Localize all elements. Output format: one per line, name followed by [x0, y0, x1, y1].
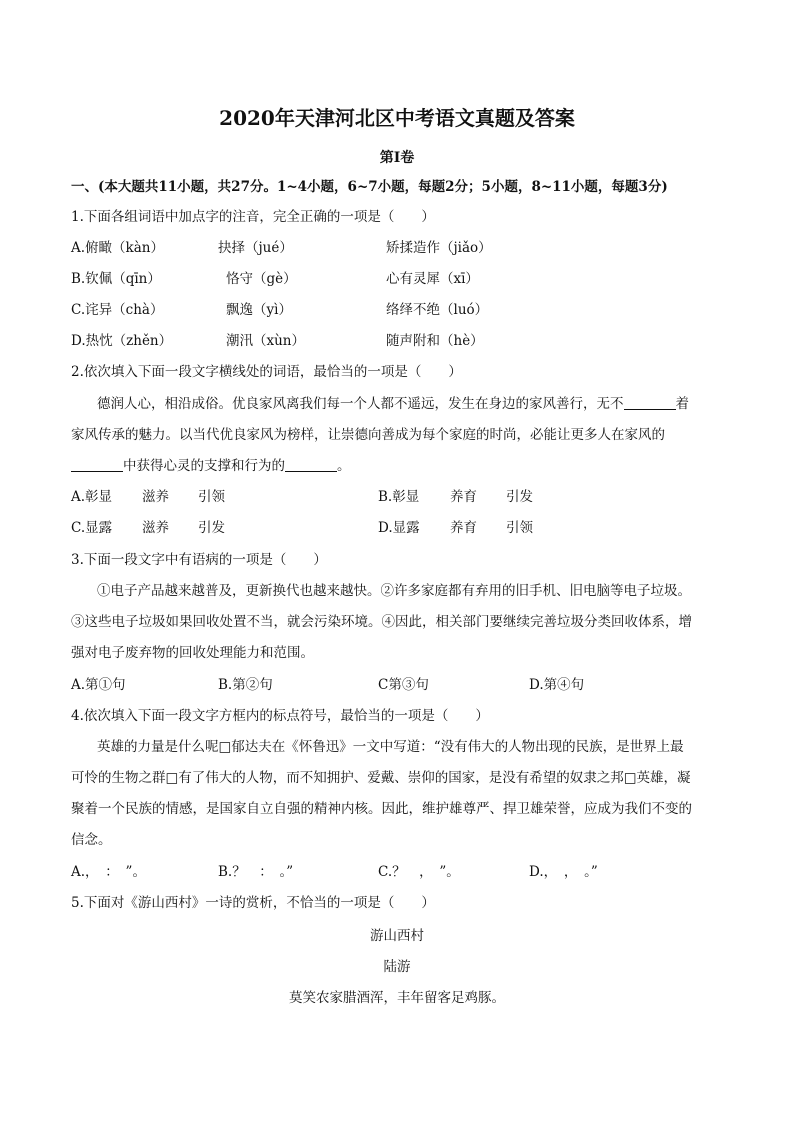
q4-stem: 4.依次填入下面一段文字方框内的标点符号，最恰当的一项是（ ）: [71, 708, 489, 724]
q4-option-d: D.， ， 。”: [529, 864, 598, 880]
q2-option-c-word2: 滋养: [142, 520, 169, 536]
q3-passage-line3: 强对电子废弃物的回收处理能力和范围。: [71, 645, 314, 661]
q2-blank-1: [624, 395, 676, 410]
q4-passage-line1: 英雄的力量是什么呢□郁达夫在《怀鲁迅》一文中写道：“没有伟大的人物出现的民族，是世界上最: [97, 739, 684, 755]
q2-option-a: A.彰显: [71, 489, 113, 505]
q2-option-c: C.显露: [71, 520, 113, 536]
q2-option-b-word3: 引发: [506, 489, 533, 505]
q1-option-d: D.热忱（zhěn）: [71, 333, 173, 349]
q5-stem: 5.下面对《游山西村》一诗的赏析，不恰当的一项是（ ）: [71, 895, 435, 911]
q1-option-a-word3: 矫揉造作（jiǎo）: [386, 240, 492, 256]
q1-option-c-word2: 飘逸（yì）: [226, 302, 292, 318]
q2-stem: 2.依次填入下面一段文字横线处的词语，最恰当的一项是（ ）: [71, 364, 462, 380]
q2-option-d: D.显露: [378, 520, 420, 536]
q2-option-c-word3: 引发: [198, 520, 225, 536]
q3-passage-line1: ①电子产品越来越普及，更新换代也越来越快。②许多家庭都有弃用的旧手机、旧电脑等电子垃圾。: [97, 583, 691, 599]
q4-passage-line2: 可怜的生物之群□有了伟大的人物，而不知拥护、爱戴、崇仰的国家，是没有希望的奴隶之邦□英雄，凝: [71, 770, 691, 786]
q1-option-a: A.俯瞰（kàn）: [71, 240, 164, 256]
q4-passage-line4: 信念。: [71, 832, 112, 848]
q1-option-b-word2: 恪守（gè）: [226, 271, 297, 287]
q2-passage-line2: 家风传承的魅力。以当代优良家风为榜样，让崇德向善成为每个家庭的时尚，必能让更多人在家风的: [71, 427, 665, 443]
q2-blank-3: [285, 457, 337, 472]
q2-blank-2: [71, 457, 123, 472]
q3-option-d: D.第④句: [529, 677, 585, 693]
q1-option-d-word3: 随声附和（hè）: [386, 333, 484, 349]
q4-option-a: A.， ： ”。: [71, 864, 146, 880]
page-title: 2020年天津河北区中考语文真题及答案: [219, 106, 575, 130]
poem-author: 陆游: [383, 959, 411, 975]
poem-title: 游山西村: [370, 928, 424, 944]
q1-option-d-word2: 潮汛（xùn）: [226, 333, 306, 349]
q1-stem: 1.下面各组词语中加点字的注音，完全正确的一项是（ ）: [71, 209, 435, 225]
q2-option-b: B.彰显: [378, 489, 420, 505]
q3-option-a: A.第①句: [71, 677, 126, 693]
q2-option-d-word3: 引领: [506, 520, 533, 536]
q2-option-a-word2: 滋养: [142, 489, 169, 505]
q1-option-a-word2: 抉择（jué）: [218, 240, 293, 256]
volume-label: 第Ⅰ卷: [379, 150, 415, 166]
section-header: 一、(本大题共11小题，共27分。1~4小题，6~7小题，每题2分；5小题，8~11小题，每题3分): [71, 179, 668, 195]
q4-option-b: B.？ ： 。”: [218, 864, 294, 880]
q1-option-b: B.钦佩（qīn）: [71, 271, 161, 287]
q2-passage-line3: 中获得心灵的支撑和行为的 。: [71, 457, 351, 475]
q3-passage-line2: ③这些电子垃圾如果回收处置不当，就会污染环境。④因此，相关部门要继续完善垃圾分类回收体系，增: [71, 614, 692, 630]
q2-option-b-word2: 养育: [450, 489, 477, 505]
q4-passage-line3: 聚着一个民族的情感，是国家自立自强的精神内核。因此，维护雄尊严、捍卫雄荣誉，应成为我们不变的: [71, 801, 692, 817]
q3-option-c: C第③句: [378, 677, 429, 693]
q1-option-b-word3: 心有灵犀（xī）: [386, 271, 479, 287]
q1-option-c: C.诧异（chà）: [71, 302, 164, 318]
q3-stem: 3.下面一段文字中有语病的一项是（ ）: [71, 552, 327, 568]
q1-option-c-word3: 络绎不绝（luó）: [386, 302, 489, 318]
q3-option-b: B.第②句: [218, 677, 273, 693]
q2-option-a-word3: 引领: [198, 489, 225, 505]
q4-option-c: C.？ ， ”。: [378, 864, 460, 880]
q2-option-d-word2: 养育: [450, 520, 477, 536]
poem-line-1: 莫笑农家腊酒浑，丰年留客足鸡豚。: [289, 990, 505, 1006]
q2-passage-line1: 德润人心，相沿成俗。优良家风离我们每一个人都不遥远，发生在身边的家风善行，无不 着: [97, 396, 689, 412]
